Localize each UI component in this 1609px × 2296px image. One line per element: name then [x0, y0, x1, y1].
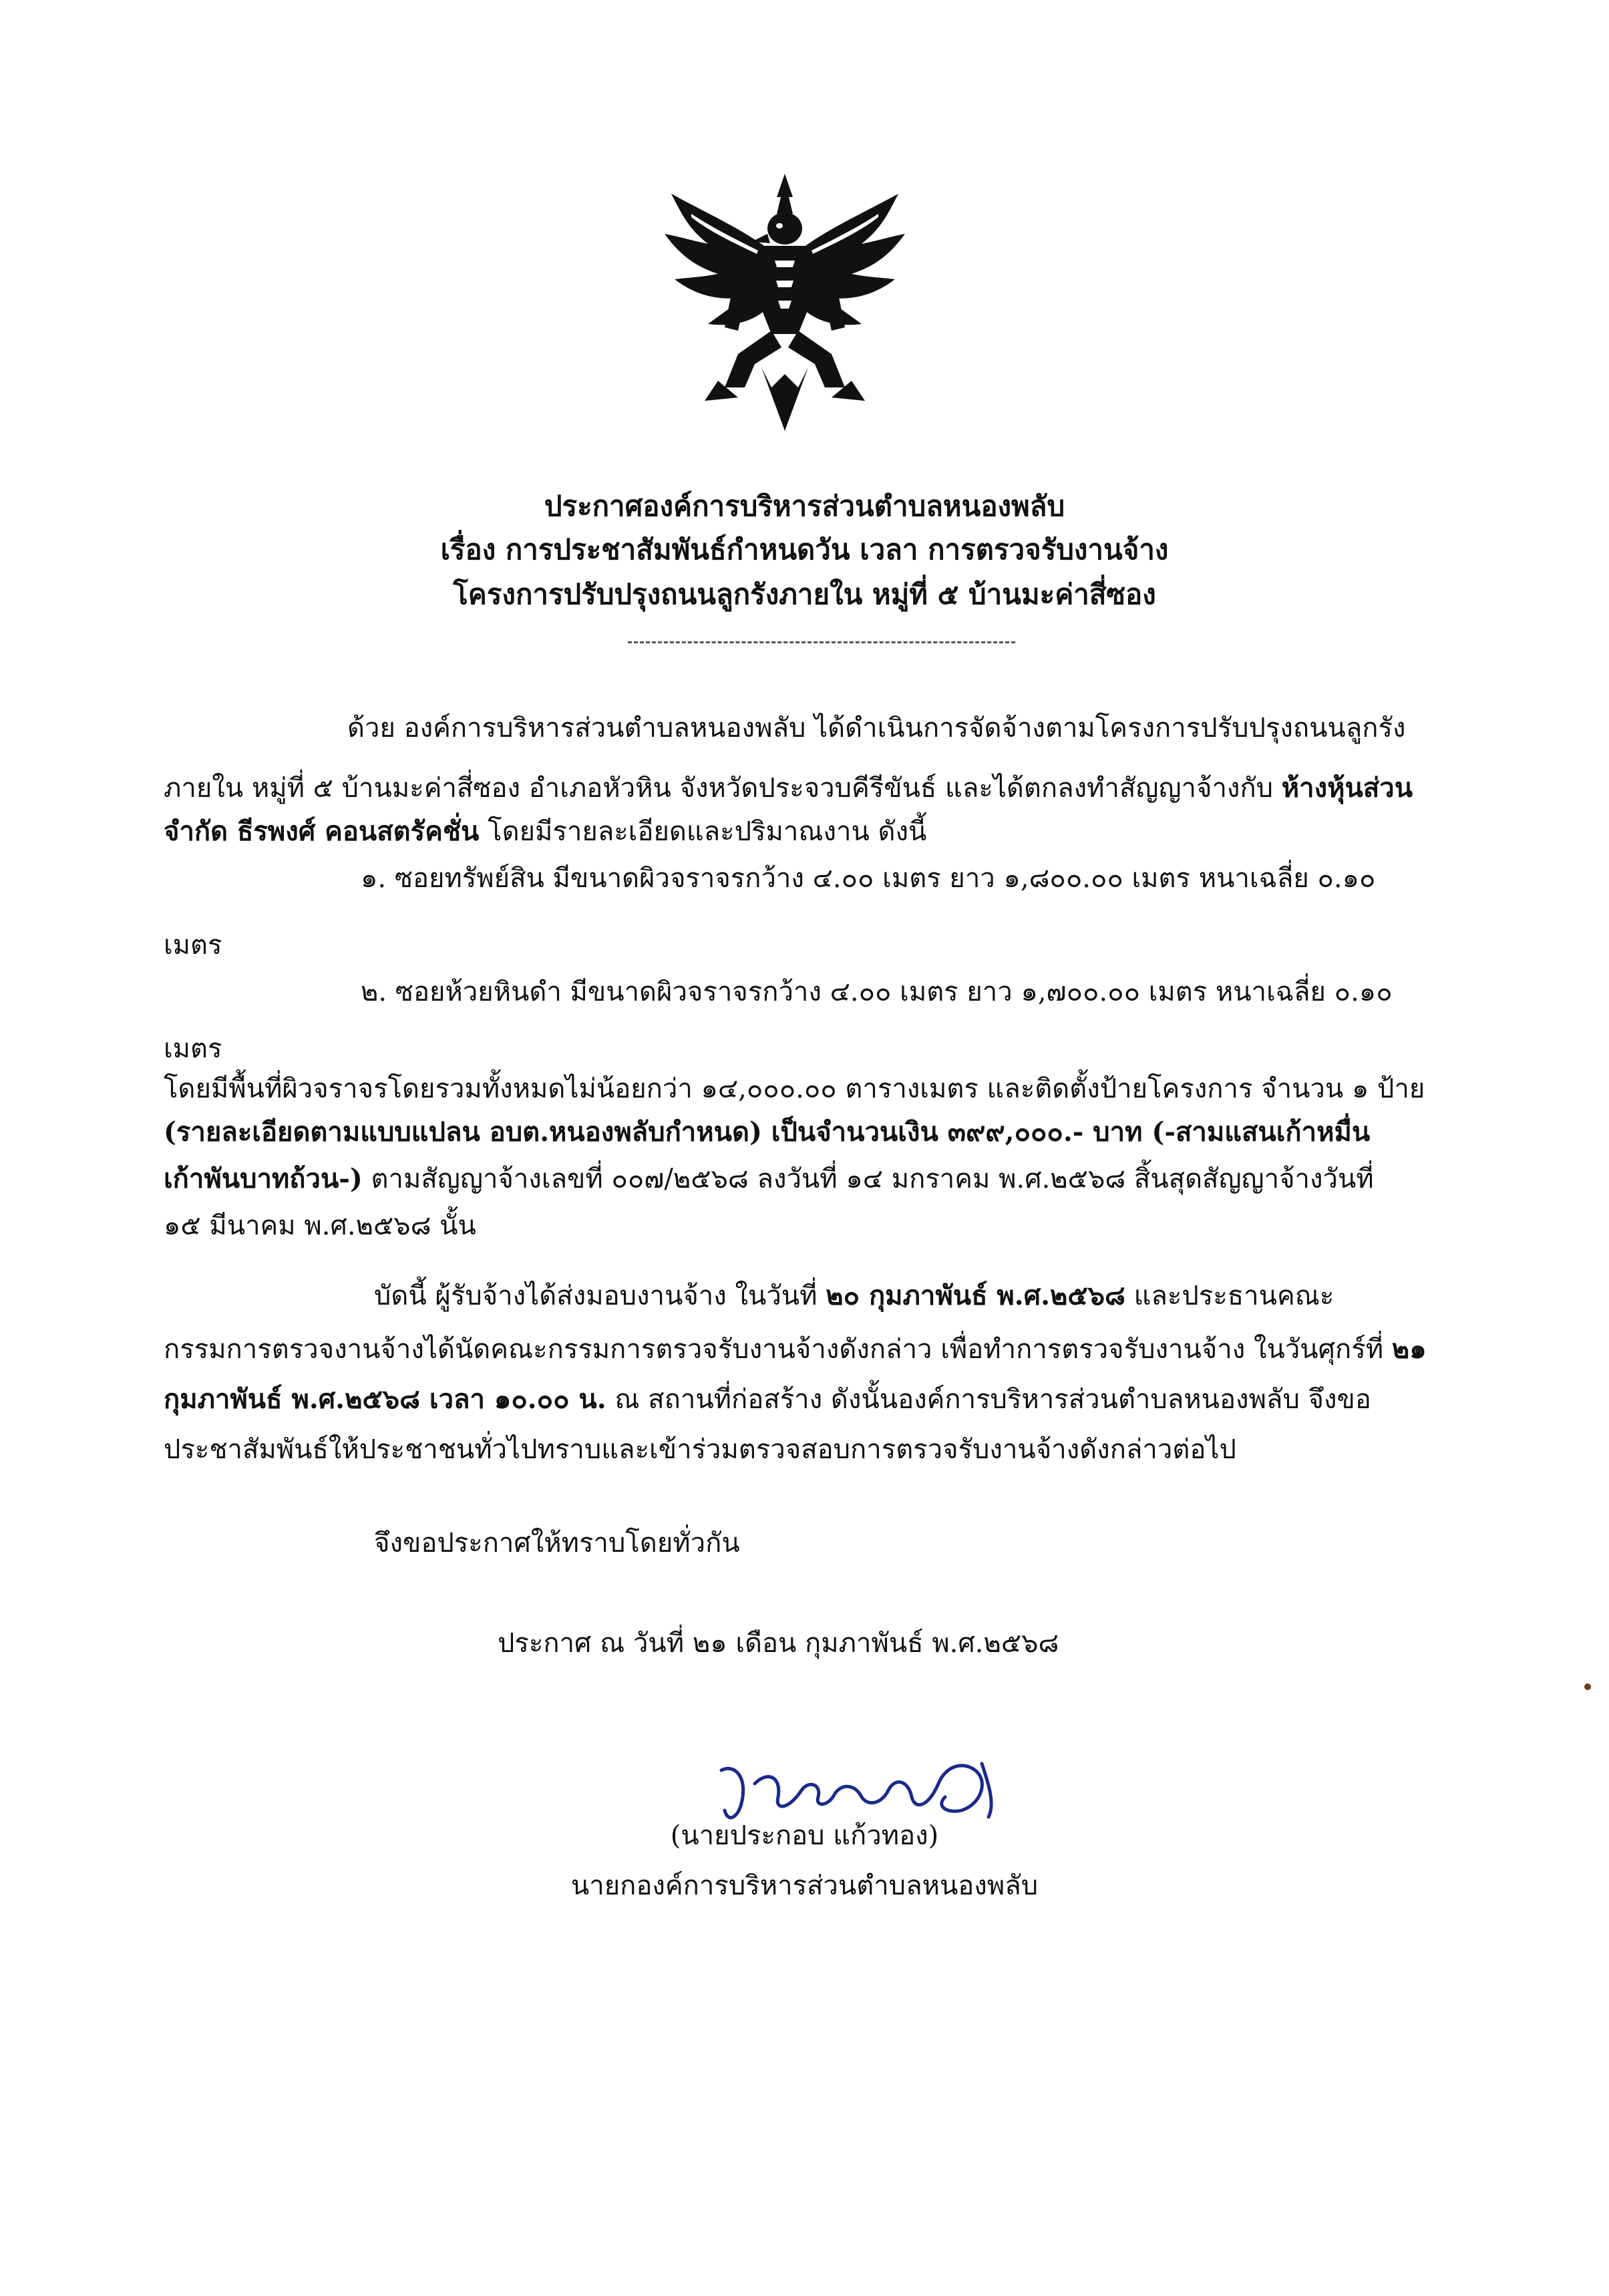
paragraph-text: กรรมการตรวจงานจ้างได้นัดคณะกรรมการตรวจรับงานจ้างดังกล่าว เพื่อทำการตรวจรับงานจ้าง ในวันศุกร์ที่ [164, 1334, 1392, 1365]
paragraph-text: ณ สถานที่ก่อสร้าง ดังนั้นองค์การบริหารส่วนตำบลหนองพลับ จึงขอ [606, 1384, 1371, 1415]
subject-line: เรื่อง การประชาสัมพันธ์กำหนดวัน เวลา การตรวจรับงานจ้าง [440, 533, 1169, 566]
closing-line: จึงขอประกาศให้ทราบโดยทั่วกัน [374, 1528, 740, 1559]
contractor-name-bold: ห้างหุ้นส่วน [1281, 772, 1413, 804]
paragraph-line [164, 772, 1413, 804]
paragraph-line: ด้วย องค์การบริหารส่วนตำบลหนองพลับ ได้ดำเนินการจัดจ้างตามโครงการปรับปรุงถนนลูกรัง [347, 713, 1406, 744]
paragraph-text: และประธานคณะ [1125, 1281, 1334, 1311]
paragraph-line [374, 1280, 1334, 1311]
signatory-position: นายกองค์การบริหารส่วนตำบลหนองพลับ [570, 1870, 1039, 1901]
announcement-heading: ประกาศองค์การบริหารส่วนตำบลหนองพลับ [544, 490, 1065, 522]
contractor-name-bold: จำกัด ธีรพงศ์ คอนสตรัคชั่น [164, 816, 480, 847]
paragraph-text: บัดนี้ ผู้รับจ้างได้ส่งมอบงานจ้าง ในวันที่ [374, 1281, 826, 1311]
paragraph-text: ภายใน หมู่ที่ ๕ บ้านมะค่าสี่ซอง อำเภอหัวหิน จังหวัดประจวบคีรีขันธ์ และได้ตกลงทำสัญญาจ้างกับ [164, 773, 1282, 804]
work-item-1: ๑. ซอยทรัพย์สิน มีขนาดผิวจราจรกว้าง ๔.๐๐ เมตร ยาว ๑,๘๐๐.๐๐ เมตร หนาเฉลี่ย ๐.๑๐ [361, 863, 1376, 894]
paragraph-line: ประชาสัมพันธ์ให้ประชาชนทั่วไปทราบและเข้าร่วมตรวจสอบการตรวจรับงานจ้างดังกล่าวต่อไป [164, 1434, 1236, 1465]
garuda-emblem-icon [645, 167, 925, 434]
header-divider [628, 641, 1015, 643]
paragraph-line [164, 1383, 1371, 1415]
paragraph-line [164, 1333, 1427, 1365]
paragraph-text: ตามสัญญาจ้างเลขที่ ๐๐๗/๒๕๖๘ ลงวันที่ ๑๔ มกราคม พ.ศ.๒๕๖๘ สิ้นสุดสัญญาจ้างวันที่ [362, 1164, 1374, 1194]
paragraph-text: โดยมีรายละเอียดและปริมาณงาน ดังนี้ [479, 816, 927, 847]
paragraph-line [164, 1163, 1374, 1194]
delivery-date-bold: ๒๐ กุมภาพันธ์ พ.ศ.๒๕๖๘ [826, 1280, 1125, 1311]
amount-text-bold: เก้าพันบาทถ้วน-) [164, 1163, 363, 1194]
paragraph-line [164, 818, 926, 845]
project-title: โครงการปรับปรุงถนนลูกรังภายใน หมู่ที่ ๕ บ้านมะค่าสี่ซอง [453, 578, 1156, 611]
work-item-2: ๒. ซอยห้วยหินดำ มีขนาดผิวจราจรกว้าง ๔.๐๐ เมตร ยาว ๑,๗๐๐.๐๐ เมตร หนาเฉลี่ย ๐.๑๐ [361, 977, 1393, 1007]
work-item-2-unit: เมตร [164, 1033, 222, 1064]
inspection-date-bold: กุมภาพันธ์ พ.ศ.๒๕๖๘ เวลา ๑๐.๐๐ น. [164, 1383, 606, 1415]
work-item-1-unit: เมตร [164, 930, 222, 961]
paragraph-line-bold: (รายละเอียดตามแบบแปลน อบต.หนองพลับกำหนด) เป็นจำนวนเงิน ๓๙๙,๐๐๐.- บาท (-สามแสนเก้าหมื่น [164, 1116, 1371, 1148]
signatory-name: (นายประกอบ แก้วทอง) [670, 1820, 939, 1851]
announcement-date: ประกาศ ณ วันที่ ๒๑ เดือน กุมภาพันธ์ พ.ศ.๒๕๖๘ [498, 1628, 1059, 1659]
paragraph-line: โดยมีพื้นที่ผิวจราจรโดยรวมทั้งหมดไม่น้อยกว่า ๑๔,๐๐๐.๐๐ ตารางเมตร และติดตั้งป้ายโครงการ จำนวน ๑ ป้าย [164, 1074, 1425, 1104]
paragraph-line: ๑๕ มีนาคม พ.ศ.๒๕๖๘ นั้น [164, 1210, 476, 1241]
ink-mark [1584, 1683, 1591, 1690]
inspection-day-bold: ๒๑ [1391, 1333, 1427, 1365]
